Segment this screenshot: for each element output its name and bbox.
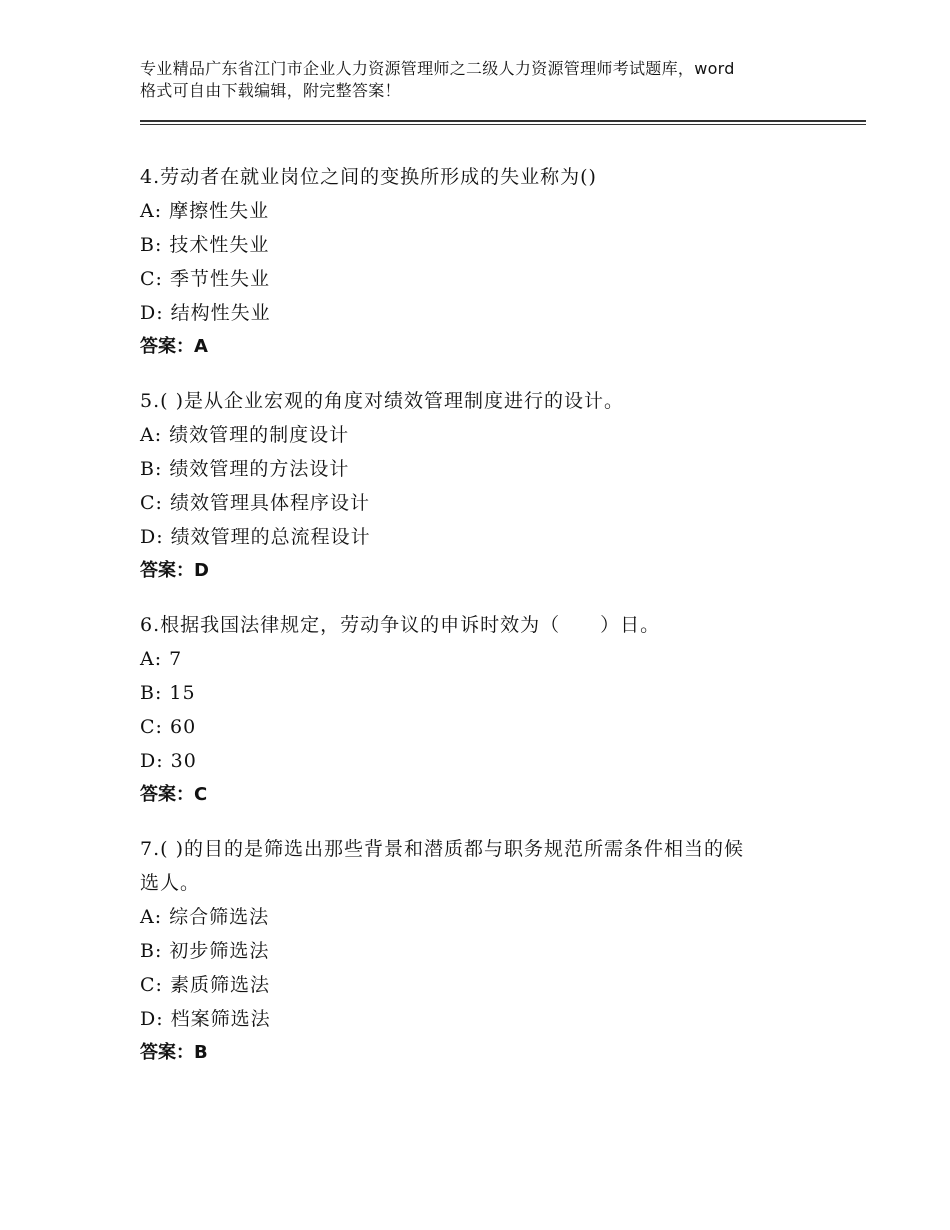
option-c: C: 季节性失业 <box>140 268 270 290</box>
option-d: D: 档案筛选法 <box>140 1008 271 1030</box>
header-line-2: 格式可自由下载编辑，附完整答案！ <box>140 81 401 100</box>
header-line-1: 专业精品广东省江门市企业人力资源管理师之二级人力资源管理师考试题库，word <box>140 59 735 78</box>
option-d: D: 绩效管理的总流程设计 <box>140 526 371 548</box>
question-stem: 4.劳动者在就业岗位之间的变换所形成的失业称为() <box>140 166 597 188</box>
header-divider-thin <box>140 124 866 125</box>
option-b: B: 技术性失业 <box>140 234 270 256</box>
question-list <box>140 160 840 1090</box>
question-5 <box>140 384 840 588</box>
question-stem-line-2: 选人。 <box>140 872 201 894</box>
answer-label: 答案：D <box>140 560 209 581</box>
option-b: B: 初步筛选法 <box>140 940 270 962</box>
option-c: C: 素质筛选法 <box>140 974 270 996</box>
option-d: D: 结构性失业 <box>140 302 271 324</box>
option-b: B: 绩效管理的方法设计 <box>140 458 350 480</box>
option-d: D: 30 <box>140 750 197 772</box>
answer-label: 答案：B <box>140 1042 208 1063</box>
document-header <box>140 58 840 102</box>
question-7 <box>140 832 840 1070</box>
answer-label: 答案：A <box>140 336 208 357</box>
option-a: A: 综合筛选法 <box>140 906 270 928</box>
question-stem-line-1: 7.( )的目的是筛选出那些背景和潜质都与职务规范所需条件相当的候 <box>140 838 744 860</box>
header-divider <box>140 120 866 122</box>
question-stem: 6.根据我国法律规定，劳动争议的申诉时效为（ ）日。 <box>140 614 661 636</box>
option-c: C: 60 <box>140 716 197 738</box>
option-a: A: 绩效管理的制度设计 <box>140 424 350 446</box>
answer-label: 答案：C <box>140 784 208 805</box>
option-a: A: 7 <box>140 648 183 670</box>
question-4 <box>140 160 840 364</box>
question-stem: 5.( )是从企业宏观的角度对绩效管理制度进行的设计。 <box>140 390 624 412</box>
option-b: B: 15 <box>140 682 196 704</box>
option-a: A: 摩擦性失业 <box>140 200 270 222</box>
question-6 <box>140 608 840 812</box>
option-c: C: 绩效管理具体程序设计 <box>140 492 370 514</box>
